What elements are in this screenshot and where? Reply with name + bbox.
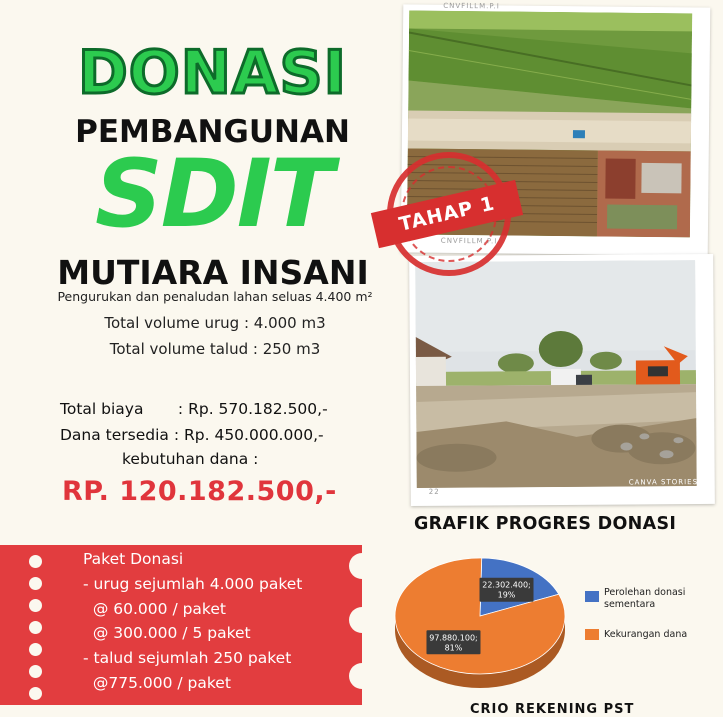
rekening-heading: CRIO REKENING PST [470, 702, 635, 717]
excavator-site-image [415, 260, 697, 488]
ticket-dot [29, 687, 42, 700]
pie-chart [390, 548, 580, 696]
photo-watermark: CNVFILLM.P.I [443, 1, 500, 11]
photo-page-number: 22 [428, 487, 440, 496]
ticket-notch [349, 663, 375, 689]
ticket-dot [29, 555, 42, 568]
headline-pembangunan: PEMBANGUNAN [75, 114, 350, 150]
chart-title: GRAFIK PROGRES DONASI [414, 514, 677, 534]
pie-data-label-value: 22.302.400; [482, 580, 531, 590]
pie-data-label-percent: 19% [497, 590, 516, 600]
ticket-dot [29, 643, 42, 656]
dana-tersedia: Dana tersedia : Rp. 450.000.000,- [60, 426, 324, 444]
ticket-notch [349, 607, 375, 633]
stamp-tahap-label: TAHAP 1 [371, 180, 523, 248]
paket-line: @775.000 / paket [83, 674, 231, 692]
legend-label-kekurangan: Kekurangan dana [604, 629, 688, 640]
ground-site-photo [409, 254, 715, 506]
paket-line: - urug sejumlah 4.000 paket [83, 574, 303, 593]
ticket-dot [29, 599, 42, 612]
pie-data-label-value: 97.880.100; [429, 633, 478, 643]
paket-line: @ 60.000 / paket [83, 599, 226, 618]
paket-line: Paket Donasi [83, 550, 184, 568]
ticket-notch [349, 553, 375, 579]
legend-swatch-perolehan [585, 591, 599, 602]
ticket-dot [29, 621, 42, 634]
ticket-dot [29, 665, 42, 678]
headline-mutiara-insani: MUTIARA INSANI [57, 253, 369, 292]
ticket-dot [29, 577, 42, 590]
headline-donasi: DONASI [78, 38, 347, 108]
kebutuhan-dana-label: kebutuhan dana : [122, 450, 259, 468]
total-biaya: Total biaya : Rp. 570.182.500,- [60, 400, 328, 418]
detail-volume-urug: Total volume urug : 4.000 m3 [104, 314, 326, 332]
legend-swatch-kekurangan [585, 629, 599, 640]
photo-watermark: CNVFILLM.P.I [440, 236, 498, 246]
paket-line: - talud sejumlah 250 paket [83, 649, 292, 668]
detail-volume-talud: Total volume talud : 250 m3 [109, 340, 321, 358]
detail-area: Pengurukan dan penaludan lahan seluas 4.400 m² [57, 289, 373, 304]
headline-sdit: SDIT [95, 140, 332, 249]
paket-line: @ 300.000 / 5 paket [83, 624, 251, 643]
legend-label-perolehan: Perolehan donasi sementara [604, 587, 686, 610]
paket-donasi-ticket [0, 545, 362, 705]
photo-watermark: CANVA STORIES [628, 478, 699, 487]
pie-data-label-percent: 81% [444, 643, 463, 653]
kebutuhan-dana-amount: RP. 120.182.500,- [62, 476, 337, 507]
